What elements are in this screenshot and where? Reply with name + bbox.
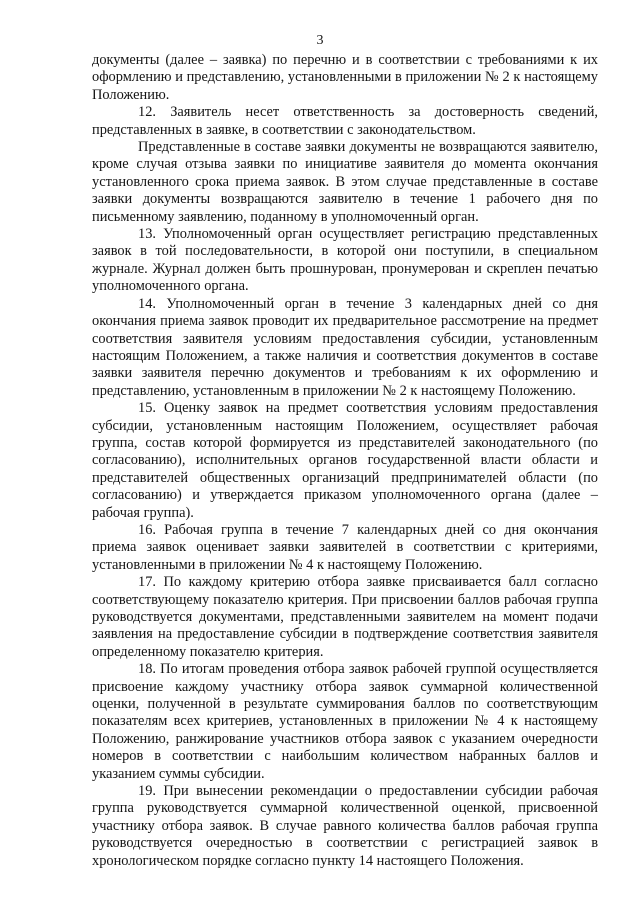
paragraph-17: 17. По каждому критерию отбора заявке присваивается балл согласно соответствующему показателю критерия. При присвоении баллов рабочая группа руководствуется документами, представленными заявителем на момент подачи заявления на предоставление субсидии в подтверждение соответствия заявителя определенному показателю критерия. xyxy=(92,574,598,660)
document-body xyxy=(92,52,598,870)
paragraph-13: 13. Уполномоченный орган осуществляет регистрацию представленных заявок в той последовательности, в которой они поступили, в специальном журнале. Журнал должен быть прошнурован, пронумерован и скреплен печатью уполномоченного органа. xyxy=(92,226,598,295)
paragraph-16: 16. Рабочая группа в течение 7 календарных дней со дня окончания приема заявок оценивает заявки заявителей в соответствии с критериями, установленными в приложении № 4 к настоящему Положению. xyxy=(92,521,598,573)
paragraph-12: 12. Заявитель несет ответственность за достоверность сведений, представленных в заявке, в соответствии с законодательством. xyxy=(92,104,598,138)
paragraph-18: 18. По итогам проведения отбора заявок рабочей группой осуществляется присвоение каждому участнику отбора заявок суммарной количественной оценки, полученной в результате суммирования баллов по соответствующим показателям всех критериев, установленных в приложении № 4 к настоящему Положению, ранжирование участников отбора заявок с указанием очередности номеров в соответствии с наибольшим количеством набранных баллов и указанием суммы субсидии. xyxy=(92,661,598,782)
paragraph-12-documents: Представленные в составе заявки документы не возвращаются заявителю, кроме случая отзыва заявки по инициативе заявителя до момента окончания установленного срока приема заявок. В этом случае представленные в составе заявки документы возвращаются заявителю в течение 1 рабочего дня по письменному заявлению, поданному в уполномоченный орган. xyxy=(92,139,598,225)
paragraph-continuation: документы (далее – заявка) по перечню и в соответствии с требованиями к их оформлению и представлению, установленными в приложении № 2 к настоящему Положению. xyxy=(92,52,598,103)
page-number: 3 xyxy=(316,33,324,48)
paragraph-19: 19. При вынесении рекомендации о предоставлении субсидии рабочая группа руководствуется суммарной количественной оценкой, присвоенной участнику отбора заявок. В случае равного количества баллов рабочая группа руководствуется очередностью в соответствии с регистрацией заявок в хронологическом порядке согласно пункту 14 настоящего Положения. xyxy=(92,783,598,869)
paragraph-14: 14. Уполномоченный орган в течение 3 календарных дней со дня окончания приема заявок проводит их предварительное рассмотрение на предмет соответствия заявителя условиям предоставления субсидии, установленным настоящим Положением, а также наличия и соответствия документов в составе заявки заявителя перечню документов и требованиям к их оформлению и представлению, установленным в приложении № 2 к настоящему Положению. xyxy=(92,295,598,399)
paragraph-15: 15. Оценку заявок на предмет соответствия условиям предоставления субсидии, установленным настоящим Положением, осуществляет рабочая группа, состав которой формируется из представителей законодательного (по согласованию), исполнительных органов государственной власти области и представителей общественных организаций предпринимателей области (по согласованию) и утверждается приказом уполномоченного органа (далее – рабочая группа). xyxy=(92,400,598,521)
